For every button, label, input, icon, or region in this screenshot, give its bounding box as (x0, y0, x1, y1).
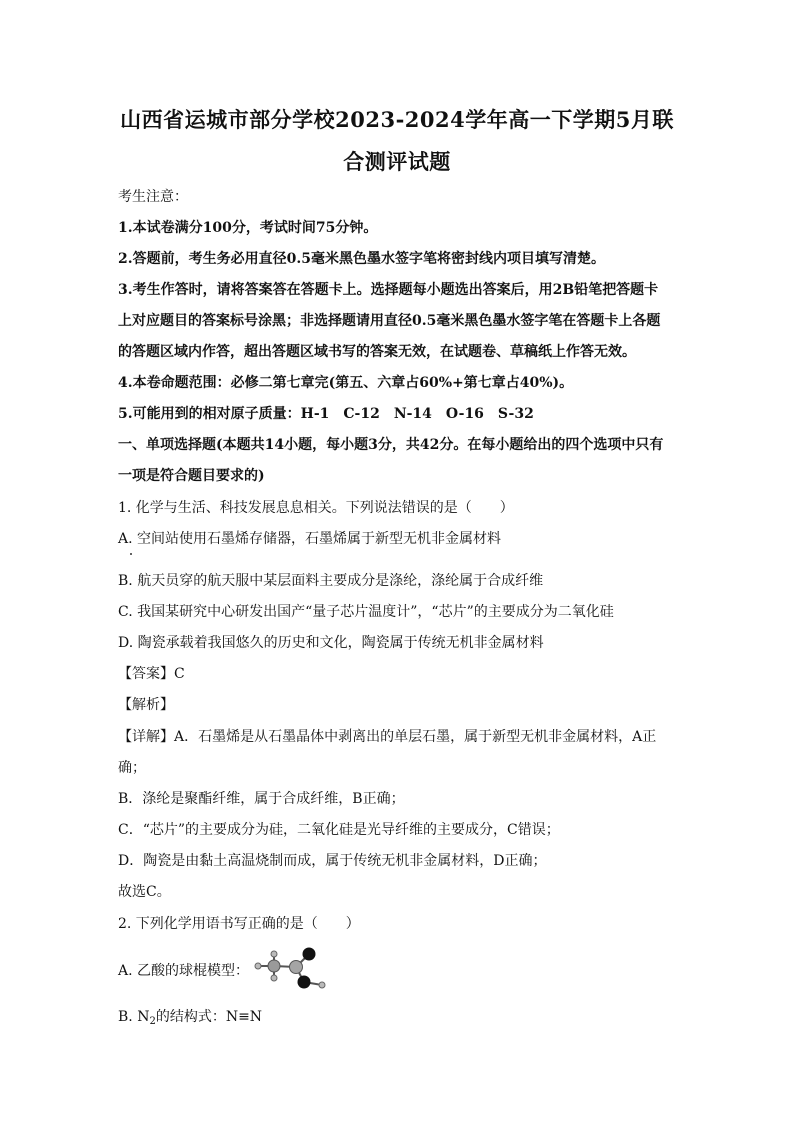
question-1-detail-c: C．“芯片”的主要成分为硅，二氧化硅是光导纤维的主要成分，C错误； (118, 822, 560, 838)
question-2-option-a: A. 乙酸的球棍模型： (118, 963, 250, 979)
question-1-detail-line2: 确； (118, 760, 146, 776)
acetic-acid-ball-stick-model (252, 944, 332, 994)
question-1-option-b: B. 航天员穿的航天服中某层面料主要成分是涤纶，涤纶属于合成纤维 (118, 573, 544, 589)
notice-item-3-line2: 上对应题目的答案标号涂黑；非选择题请用直径0.5毫米黑色墨水签字笔在答题卡上各题 (118, 313, 661, 329)
exam-title-line1: 山西省运城市部分学校2023-2024学年高一下学期5月联 (120, 107, 674, 132)
question-1-conclusion: 故选C。 (118, 884, 171, 900)
question-2-stem: 2. 下列化学用语书写正确的是（ ） (118, 916, 360, 932)
question-1-analysis-label: 【解析】 (118, 697, 174, 713)
stray-dot-mark (130, 553, 132, 555)
notice-item-2: 2.答题前，考生务必用直径0.5毫米黑色墨水签字笔将密封线内项目填写清楚。 (118, 251, 605, 267)
notice-item-5: 5.可能用到的相对原子质量：H-1 C-12 N-14 O-16 S-32 (118, 406, 534, 422)
notice-item-4: 4.本卷命题范围：必修二第七章完(第五、六章占60%+第七章占40%)。 (118, 375, 574, 391)
section-heading-line1: 一、单项选择题(本题共14小题，每小题3分，共42分。在每小题给出的四个选项中只有 (118, 437, 664, 453)
option-b-subscript: 2 (149, 1016, 156, 1027)
option-b-suffix: 的结构式：N≡N (155, 1009, 263, 1025)
notice-item-3-line3: 的答题区域内作答，超出答题区域书写的答案无效，在试题卷、草稿纸上作答无效。 (118, 344, 636, 360)
question-1-detail-b: B．涤纶是聚酯纤维，属于合成纤维，B正确； (118, 791, 405, 807)
question-1-answer: 【答案】C (118, 666, 185, 682)
notice-item-3-line1: 3.考生作答时，请将答案答在答题卡上。选择题每小题选出答案后，用2B铅笔把答题卡 (118, 282, 659, 298)
question-1-option-c: C. 我国某研究中心研发出国产“量子芯片温度计”，“芯片”的主要成分为二氧化硅 (118, 604, 614, 620)
question-1-option-d: D. 陶瓷承载着我国悠久的历史和文化，陶瓷属于传统无机非金属材料 (118, 635, 544, 651)
option-b-prefix: B. N (118, 1009, 150, 1025)
question-1-stem: 1. 化学与生活、科技发展息息相关。下列说法错误的是（ ） (118, 500, 514, 516)
question-1-option-a: A. 空间站使用石墨烯存储器，石墨烯属于新型无机非金属材料 (118, 531, 502, 547)
question-1-detail-d: D．陶瓷是由黏土高温烧制而成，属于传统无机非金属材料，D正确； (118, 853, 547, 869)
section-heading-line2: 一项是符合题目要求的) (118, 468, 265, 484)
question-1-detail-line1: 【详解】A．石墨烯是从石墨晶体中剥离出的单层石墨，属于新型无机非金属材料，A正 (118, 729, 657, 745)
question-2-option-b (118, 1008, 688, 1031)
notice-item-1: 1.本试卷满分100分，考试时间75分钟。 (118, 220, 378, 236)
notice-heading: 考生注意： (118, 189, 188, 205)
exam-title-line2: 合测评试题 (343, 149, 451, 174)
